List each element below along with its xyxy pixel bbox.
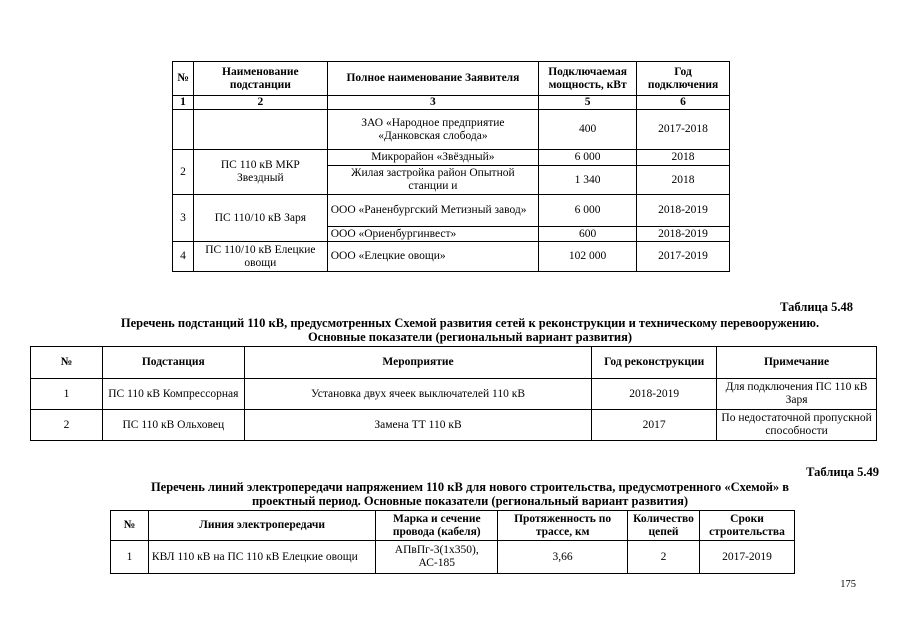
row-number: 1	[31, 379, 103, 410]
note-cell: По недостаточной пропускной способности	[717, 410, 877, 441]
row-number: 4	[173, 242, 194, 272]
column-header: Протяженность по трассе, км	[498, 511, 628, 541]
table-row	[173, 242, 730, 272]
table-header-row	[173, 62, 730, 96]
substation-cell: ПС 110/10 кВ Елецкие овощи	[193, 242, 327, 272]
page-number: 175	[840, 579, 856, 590]
column-header: №	[31, 347, 103, 379]
power-cell: 600	[539, 227, 637, 242]
substation-connections-table	[172, 61, 730, 272]
table-row	[173, 110, 730, 150]
table-row	[31, 379, 877, 410]
substation-cell: ПС 110 кВ МКР Звездный	[193, 150, 327, 195]
year-cell: 2018	[637, 166, 730, 195]
column-number-row	[173, 96, 730, 110]
column-header: Наименование подстанции	[193, 62, 327, 96]
column-header: Полное наименование Заявителя	[327, 62, 538, 96]
circuits-cell: 2	[628, 541, 700, 574]
power-cell: 6 000	[539, 195, 637, 227]
applicant-cell: ООО «Ориенбургинвест»	[327, 227, 538, 242]
power-cell: 102 000	[539, 242, 637, 272]
column-header: Год реконструкции	[592, 347, 717, 379]
column-header: №	[173, 62, 194, 96]
row-number: 3	[173, 195, 194, 242]
power-cell: 6 000	[539, 150, 637, 166]
row-number: 2	[31, 410, 103, 441]
year-cell: 2018-2019	[592, 379, 717, 410]
year-cell: 2017-2019	[637, 242, 730, 272]
column-header: Подстанция	[102, 347, 244, 379]
applicant-cell: Жилая застройка район Опытной станции и	[327, 166, 538, 195]
substation-cell: ПС 110 кВ Ольховец	[102, 410, 244, 441]
power-lines-table	[110, 510, 795, 574]
column-header: Мероприятие	[244, 347, 591, 379]
action-cell: Замена ТТ 110 кВ	[244, 410, 591, 441]
column-header: Количество цепей	[628, 511, 700, 541]
column-number: 1	[173, 96, 194, 110]
column-header: Линия электропередачи	[148, 511, 375, 541]
row-number: 2	[173, 150, 194, 195]
column-header: Подключаемая мощность, кВт	[539, 62, 637, 96]
table-label: Таблица 5.49	[806, 465, 879, 479]
column-number: 3	[327, 96, 538, 110]
column-header: Год подключения	[637, 62, 730, 96]
table-title: Перечень подстанций 110 кВ, предусмотренных Схемой развития сетей к реконструкции и техническому перевооружению. Основные показатели (региональный вариант развития)	[120, 316, 820, 344]
column-header: Сроки строительства	[700, 511, 795, 541]
column-header: №	[111, 511, 149, 541]
column-header: Марка и сечение провода (кабеля)	[376, 511, 498, 541]
action-cell: Установка двух ячеек выключателей 110 кВ	[244, 379, 591, 410]
year-cell: 2017-2018	[637, 110, 730, 150]
table-row	[173, 195, 730, 227]
column-header: Примечание	[717, 347, 877, 379]
reconstruction-table	[30, 346, 877, 441]
applicant-cell: Микрорайон «Звёздный»	[327, 150, 538, 166]
substation-cell: ПС 110/10 кВ Заря	[193, 195, 327, 242]
year-cell: 2017	[592, 410, 717, 441]
applicant-cell: ООО «Раненбургский Метизный завод»	[327, 195, 538, 227]
table-header-row	[31, 347, 877, 379]
table-row	[31, 410, 877, 441]
table-row	[111, 541, 795, 574]
period-cell: 2017-2019	[700, 541, 795, 574]
length-cell: 3,66	[498, 541, 628, 574]
power-cell: 1 340	[539, 166, 637, 195]
table-label: Таблица 5.48	[780, 300, 853, 314]
row-number: 1	[111, 541, 149, 574]
column-number: 2	[193, 96, 327, 110]
note-cell: Для подключения ПС 110 кВ Заря	[717, 379, 877, 410]
column-number: 5	[539, 96, 637, 110]
power-cell: 400	[539, 110, 637, 150]
line-cell: КВЛ 110 кВ на ПС 110 кВ Елецкие овощи	[148, 541, 375, 574]
table-row	[173, 150, 730, 166]
year-cell: 2018-2019	[637, 227, 730, 242]
cable-cell: АПвПг-3(1х350), АС-185	[376, 541, 498, 574]
table-header-row	[111, 511, 795, 541]
year-cell: 2018-2019	[637, 195, 730, 227]
substation-cell: ПС 110 кВ Компрессорная	[102, 379, 244, 410]
column-number: 6	[637, 96, 730, 110]
table-title: Перечень линий электропередачи напряжением 110 кВ для нового строительства, предусмотренного «Схемой» в проектный период. Основные показатели (региональный вариант развития)	[150, 480, 790, 508]
applicant-cell: ЗАО «Народное предприятие «Данковская слобода»	[327, 110, 538, 150]
applicant-cell: ООО «Елецкие овощи»	[327, 242, 538, 272]
year-cell: 2018	[637, 150, 730, 166]
